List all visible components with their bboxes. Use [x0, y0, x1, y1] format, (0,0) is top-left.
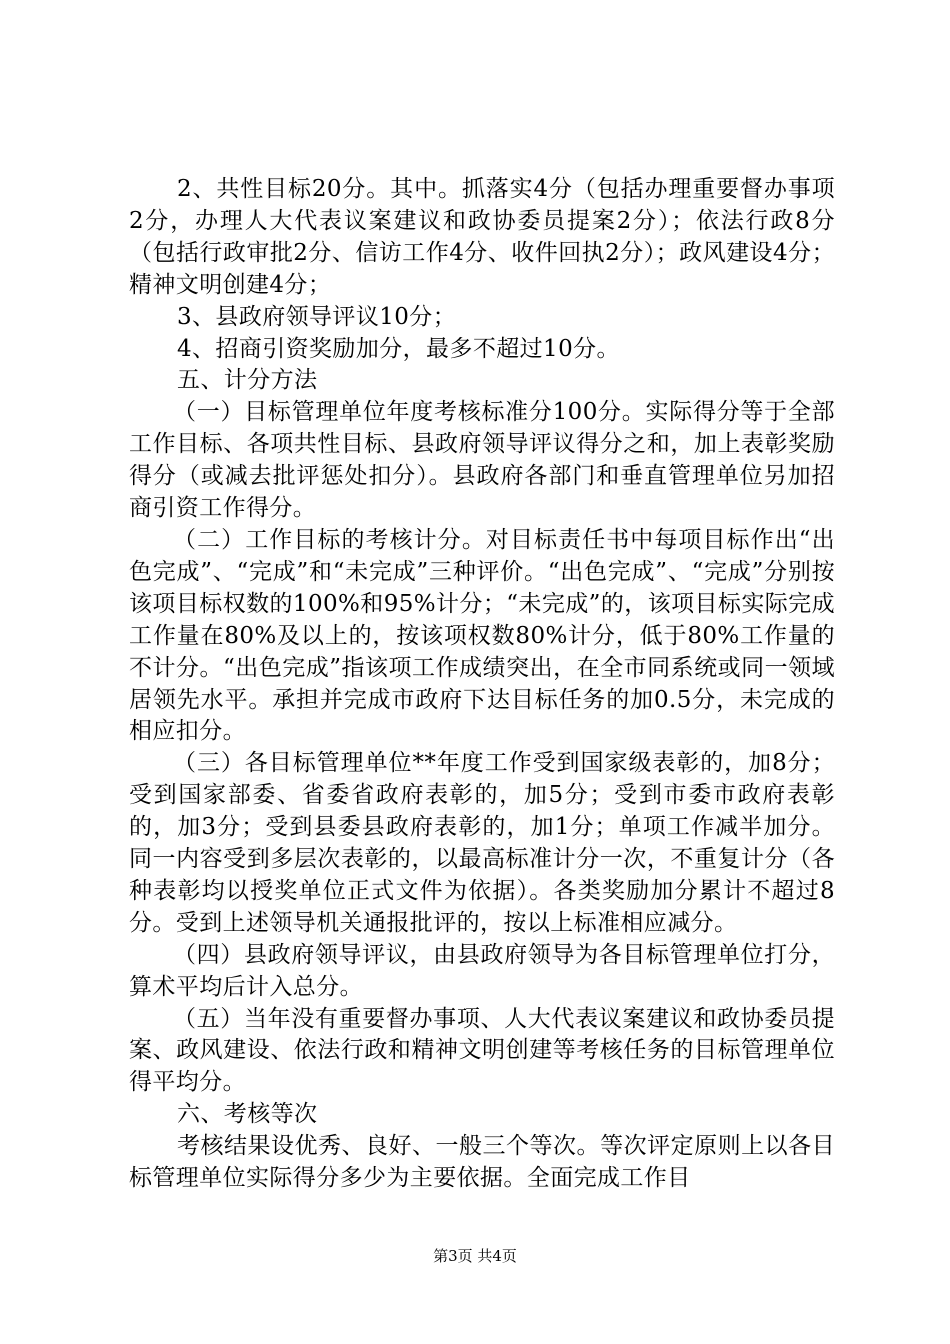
document-body: [129, 174, 835, 1195]
paragraph-scoring-4: （四）县政府领导评议，由县政府领导为各目标管理单位打分，算术平均后计入总分。: [129, 941, 835, 1000]
page-number-footer: 第3页 共4页: [433, 1247, 517, 1265]
paragraph-scoring-3: （三）各目标管理单位**年度工作受到国家级表彰的，加8分；受到国家部委、省委省政府表彰的，加5分；受到市委市政府表彰的，加3分；受到县委县政府表彰的，加1分；单项工作减半加分。同一内容受到多层次表彰的，以最高标准计分一次，不重复计分（各种表彰均以授奖单位正式文件为依据）。各类奖励加分累计不超过8分。受到上述领导机关通报批评的，按以上标准相应减分。: [129, 750, 835, 936]
paragraph-scoring-1: （一）目标管理单位年度考核标准分100分。实际得分等于全部工作目标、各项共性目标、县政府领导评议得分之和，加上表彰奖励得分（或减去批评惩处扣分）。县政府各部门和垂直管理单位另加招商引资工作得分。: [129, 399, 835, 522]
section-heading-grades: 六、考核等次: [177, 1101, 318, 1128]
paragraph-grades: 考核结果设优秀、良好、一般三个等次。等次评定原则上以各目标管理单位实际得分多少为主要依据。全面完成工作目: [129, 1133, 835, 1192]
paragraph-investment-bonus: 4、招商引资奖励加分，最多不超过10分。: [177, 335, 620, 362]
paragraph-scoring-2: （二）工作目标的考核计分。对目标责任书中每项目标作出“出色完成”、“完成”和“未完成”三种评价。“出色完成”、“完成”分别按该项目标权数的100%和95%计分；“未完成”的，该项目标实际完成工作量在80%及以上的，按该项权数80%计分，低于80%工作量的不计分。“出色完成”指该项工作成绩突出，在全市同系统或同一领域居领先水平。承担并完成市政府下达目标任务的加0.5分，未完成的相应扣分。: [129, 526, 835, 745]
paragraph-leader-review: 3、县政府领导评议10分；: [177, 303, 457, 330]
section-heading-scoring: 五、计分方法: [177, 367, 318, 394]
paragraph-common-targets: 2、共性目标20分。其中。抓落实4分（包括办理重要督办事项2分，办理人大代表议案建议和政协委员提案2分）；依法行政8分（包括行政审批2分、信访工作4分、收件回执2分）；政风建设4分；精神文明创建4分；: [129, 176, 835, 298]
paragraph-scoring-5: （五）当年没有重要督办事项、人大代表议案建议和政协委员提案、政风建设、依法行政和精神文明创建等考核任务的目标管理单位得平均分。: [129, 1005, 835, 1096]
